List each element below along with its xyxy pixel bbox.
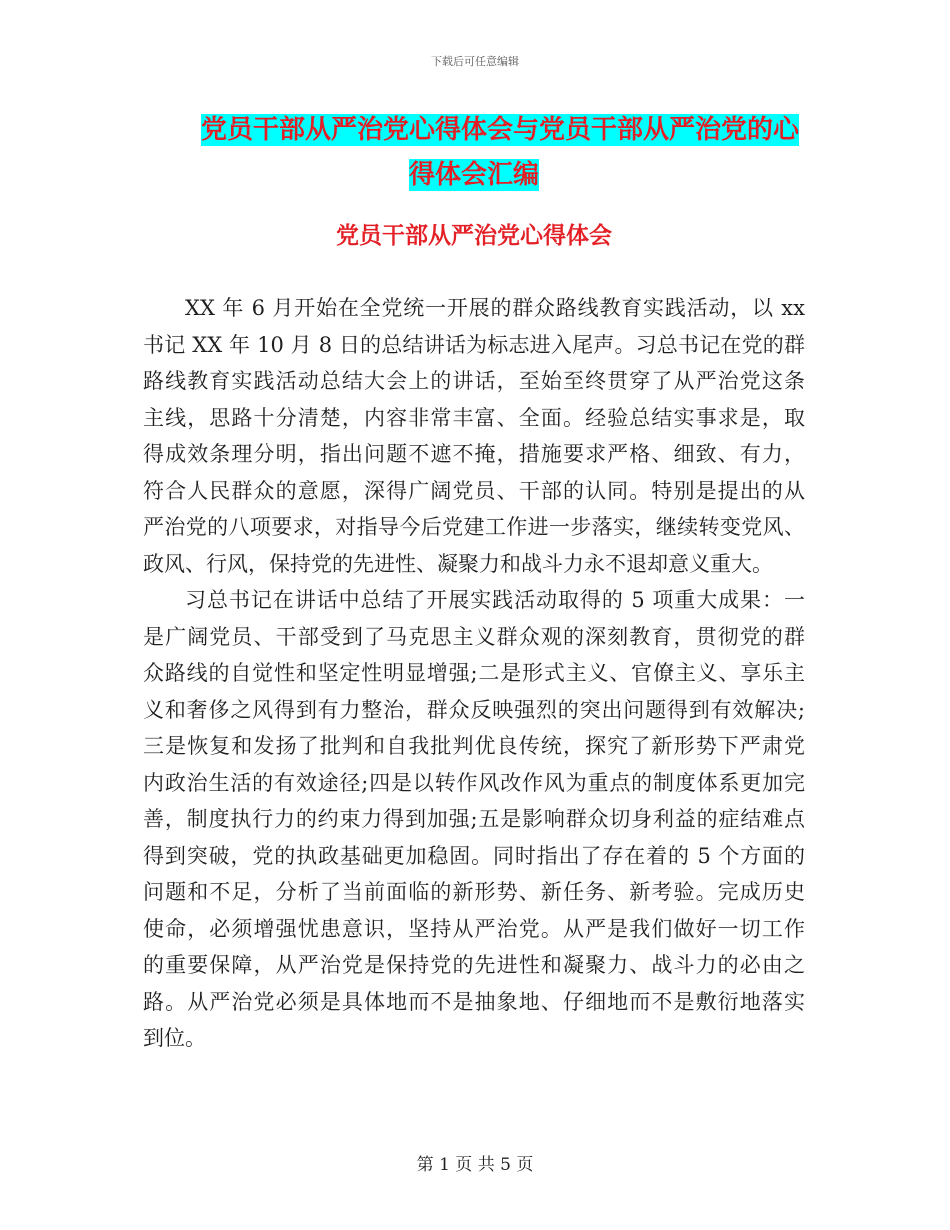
body-line: 问题和不足，分析了当前面临的新形势、新任务、新考验。完成历史: [143, 880, 805, 904]
body-line: 政风、行风，保持党的先进性、凝聚力和战斗力永不退却意义重大。: [143, 551, 773, 576]
body-line: 书记 XX 年 10 月 8 日的总结讲话为标志进入尾声。习总书记在党的群: [143, 332, 805, 357]
body-line: 路。从严治党必须是具体地而不是抽象地、仔细地而不是敷衍地落实: [143, 989, 805, 1014]
body-line: XX 年 6 月开始在全党统一开展的群众路线教育实践活动，以 xx: [185, 296, 805, 320]
body-line: 得成效条理分明，指出问题不遮不掩，措施要求严格、细致、有力，: [143, 442, 805, 466]
body-text: [143, 290, 805, 1057]
body-line: 三是恢复和发扬了批判和自我批判优良传统，探究了新形势下严肃党: [143, 734, 805, 758]
header-note: 下载后可任意编辑: [431, 55, 519, 68]
body-line: 路线教育实践活动总结大会上的讲话，至始至终贯穿了从严治党这条: [143, 369, 805, 393]
body-line: 的重要保障，从严治党是保持党的先进性和凝聚力、战斗力的必由之: [143, 953, 805, 977]
paragraph-1: [143, 290, 805, 582]
body-line: 符合人民群众的意愿，深得广阔党员、干部的认同。特别是提出的从: [143, 478, 805, 503]
body-line: 义和奢侈之风得到有力整治，群众反映强烈的突出问题得到有效解决;: [143, 697, 805, 722]
paragraph-2: [143, 582, 805, 1057]
body-line: 习总书记在讲话中总结了开展实践活动取得的 5 项重大成果：一: [185, 588, 805, 612]
body-line: 使命，必须增强忧患意识，坚持从严治党。从严是我们做好一切工作: [143, 916, 805, 941]
section-heading: 党员干部从严治党心得体会: [336, 222, 612, 249]
body-line: 众路线的自觉性和坚定性明显增强;二是形式主义、官僚主义、享乐主: [143, 661, 805, 685]
document-title-text: 党员干部从严治党心得体会与党员干部从严治党的心: [200, 115, 799, 145]
body-line: 是广阔党员、干部受到了马克思主义群众观的深刻教育，贯彻党的群: [143, 624, 805, 649]
body-line: 善，制度执行力的约束力得到加强;五是影响群众切身利益的症结难点: [143, 807, 805, 831]
document-title-line-1: [195, 108, 805, 152]
body-line: 严治党的八项要求，对指导今后党建工作进一步落实，继续转变党风、: [143, 515, 805, 539]
body-line: 得到突破，党的执政基础更加稳固。同时指出了存在着的 5 个方面的: [143, 843, 805, 868]
body-line: 内政治生活的有效途径;四是以转作风改作风为重点的制度体系更加完: [143, 770, 805, 795]
body-line: 主线，思路十分清楚，内容非常丰富、全面。经验总结实事求是，取: [143, 405, 805, 430]
body-line: 到位。: [143, 1026, 206, 1050]
page-number-footer: 第 1 页 共 5 页: [416, 1155, 534, 1175]
document-title-text: 得体会汇编: [408, 160, 539, 190]
document-title-line-2: [143, 153, 805, 197]
